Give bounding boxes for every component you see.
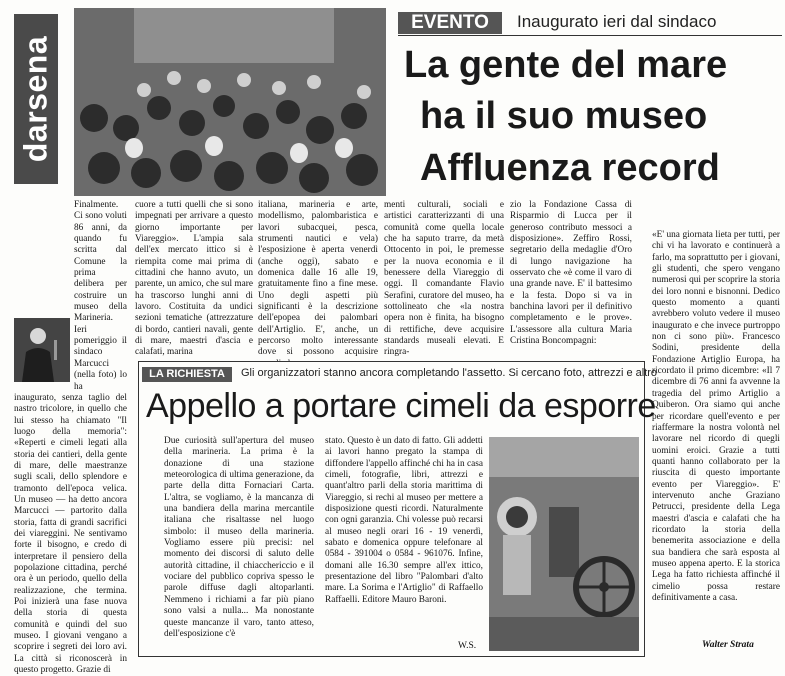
- headline-line-1: La gente del mare: [404, 44, 728, 86]
- richiesta-badge: LA RICHIESTA: [142, 367, 232, 382]
- mayor-photo-art: [14, 318, 70, 382]
- column-1-text: Finalmente. Ci sono voluti 86 anni, da quando fu scritta dal Comune la prima delibera per costruire un museo della Marineria. Ieri pomeriggio il sindaco Marcucci (nella foto) lo ha inaugurato, senza taglio del nastro tricolore, in quello che lui stesso ha chiamato "Il luogo della memoria": «Reperti e cimeli legati alla storia dei cantieri, della gente di mare, delle maestranze sugli scali, dello splendore e tramonto dell'epoca velica. Un museo — ha detto ancora Marcucci — partorito dalla storia, fatta di grandi sacrifici dei viareggini. Ne sentivamo forte il bisogno, e credo di interpretare il pensiero della popolazione cittadina, perché ora è un periodo, quello della realizzazione, che termina. Poi inizierà una fase nuova della storia di questa comunità e quindi del suo museo. I giovani vengano a scoprire i segreti dei loro avi. La città si riconoscerà in questo progetto. Grazie di: [14, 200, 127, 676]
- headline-line-2: ha il suo museo: [420, 95, 708, 137]
- top-kicker: Inaugurato ieri dal sindaco: [517, 12, 717, 31]
- kicker-rule: [398, 35, 782, 36]
- museum-photo-art: [489, 437, 639, 651]
- museum-photo: [489, 437, 639, 651]
- article-column-2: [135, 200, 253, 358]
- box-column-2-text: stato. Questo è un dato di fatto. Gli addetti ai lavori hanno pregato la stampa di diffondere l'appello affinché chi ha in casa cimeli, fotografie, libri, attrezzi e quant'altro parli della storia marittima di Viareggio, si rechi al museo per mettere a disposizione questi ricordi. Naturalmente con ogni garanzia. Chi volesse può recarsi al museo negli orari 16 - 19 venerdì, sabato e domenica oppure telefonare al 0584 - 391004 o 0584 - 961076. Infine, domani alle 16.30 sempre all'ex ittico, presentazione del libro "Palombari d'alto mare. La Sorima e l'Artiglio" di Raffaello Raffaelli. Editore Mauro Baroni.: [325, 436, 484, 605]
- box-signature: W.S.: [458, 641, 477, 651]
- article-column-6: [652, 230, 780, 628]
- column-6-text: «E' una giornata lieta per tutti, per chi vi ha lavorato e continuerà a farlo, ma soprattutto per i giovani, gli studenti, che spero vengano numerosi qui per scoprire la storia dei loro nonni e bisnonni. Dedico questo momento a quanti avrebbero voluto vedere il museo inaugurato e che invece purtroppo non ci sono più». Francesco Sodini, presidente della Fondazione Artiglio Europa, ha ricordato il primo dicembre: «Il 7 dicembre di 76 anni fa avvenne la tragedia del primo Artiglio a Quiberon. Ora siamo qui anche per ricordare quell'evento e per riaffermare la nostra volontà nel lavorare nel ricordo di quegli uomini eroici. Grazie a tutti quanti hanno collaborato per la riuscita di questo importante evento per Viareggio». E' intervenuto anche Graziano Petrucci, presidente della Lega maestri d'ascia e calafati che ha ricordato la storia della benemerita associazione e della sua bandiera che sarà esposta al museo appena aperto. E la storica Lega ha fatto richiesta affinché il cimelio possa restare definitivamente a casa.: [652, 230, 780, 603]
- article-column-1: [14, 200, 127, 676]
- column-2-text: cuore a tutti quelli che si sono impegnati per arrivare a questo giorno importante per Viareggio». L'ampia sala dell'ex mercato ittico si è riempita come mai prima di cittadini che hanno avuto, un parente, un amico, che sul mare ha trascorso lunghi anni di lavoro. Costituita da undici sezioni tematiche (attrezzature di bordo, cantieri navali, gente di mare, maestri d'ascia e calafati, marina: [135, 200, 253, 358]
- mayor-photo: [14, 318, 70, 382]
- column-3-text: italiana, marineria e arte, modellismo, palombaristica e lavori subacquei, pesca, strumenti nautici e vela) l'esposizione è aperta venerdì (anche oggi), sabato e domenica dalle 16 alle 19, gratuitamente fino a fine mese. Uno degli aspetti più significanti è la descrizione dell'epopea dei palombari dell'Artiglio. E', anche, un percorso molto interessante dove si possono acquisire: [258, 200, 378, 358]
- box-headline: Appello a portare cimeli da esporre: [146, 387, 656, 425]
- box-kicker: Gli organizzatori stanno ancora completando l'assetto. Si cercano foto, attrezzi e altro: [241, 367, 658, 379]
- article-column-5: [510, 200, 632, 350]
- byline: Walter Strata: [702, 640, 754, 650]
- section-tab: [14, 14, 58, 184]
- crowd-photo: [74, 8, 386, 196]
- box-column-1: [164, 436, 314, 650]
- crowd-photo-art: [74, 8, 386, 196]
- headline-line-3: Affluenza record: [420, 147, 720, 189]
- article-column-3: [258, 200, 378, 358]
- box-column-1-text: Due curiosità sull'apertura del museo della marineria. La prima è la donazione di una stazione meteorologica di ultima generazione, da parte della ditta Fornaciari Carta. L'altra, se vogliamo, è la mancanza di una bandiera della marina mercantile italiana che risaltasse nel luogo simbolo: il museo della marineria. Vogliamo essere più precisi: nel momento dei discorsi di saluto delle autorità cittadine, il chiacchericcio e il vociare del pubblico copriva spesso le parole diffuse dagli altoparlanti. Nemmeno i richiami a far più piano sono valsi a nulla... Ma nonostante queste mancanze il varo, tanto atteso, dell'esposizione c'è: [164, 436, 314, 639]
- section-tab-label: darsena: [17, 35, 54, 163]
- column-5-text: zio la Fondazione Cassa di Risparmio di Lucca per il generoso contributo messoci a disposizione». Zeffiro Rossi, segretario della medaglie d'Oro di lungo navigazione ha osservato che «è come il varo di una grande nave. E' il battesimo e la festa. Dopo si va in banchina lavori per il definitivo completamento e le prove». L'assessore alla cultura Maria Cristina Boncompagni:: [510, 200, 632, 347]
- evento-badge: EVENTO: [398, 12, 502, 34]
- box-column-2: [325, 436, 483, 650]
- article-column-4: [384, 200, 504, 358]
- column-4-text: menti culturali, sociali e artistici caratterizzanti di una comunità come quella locale che ha saputo trarre, da metà Ottocento in poi, le premesse per la nuova economia e il benessere della Viareggio di oggi. Il comandante Flavio Serafini, curatore del museo, ha sottolineato che «la nostra opera non è finita, ha bisogno di rettifiche, deve acquisire standards museali elevati. E ringra-: [384, 200, 504, 358]
